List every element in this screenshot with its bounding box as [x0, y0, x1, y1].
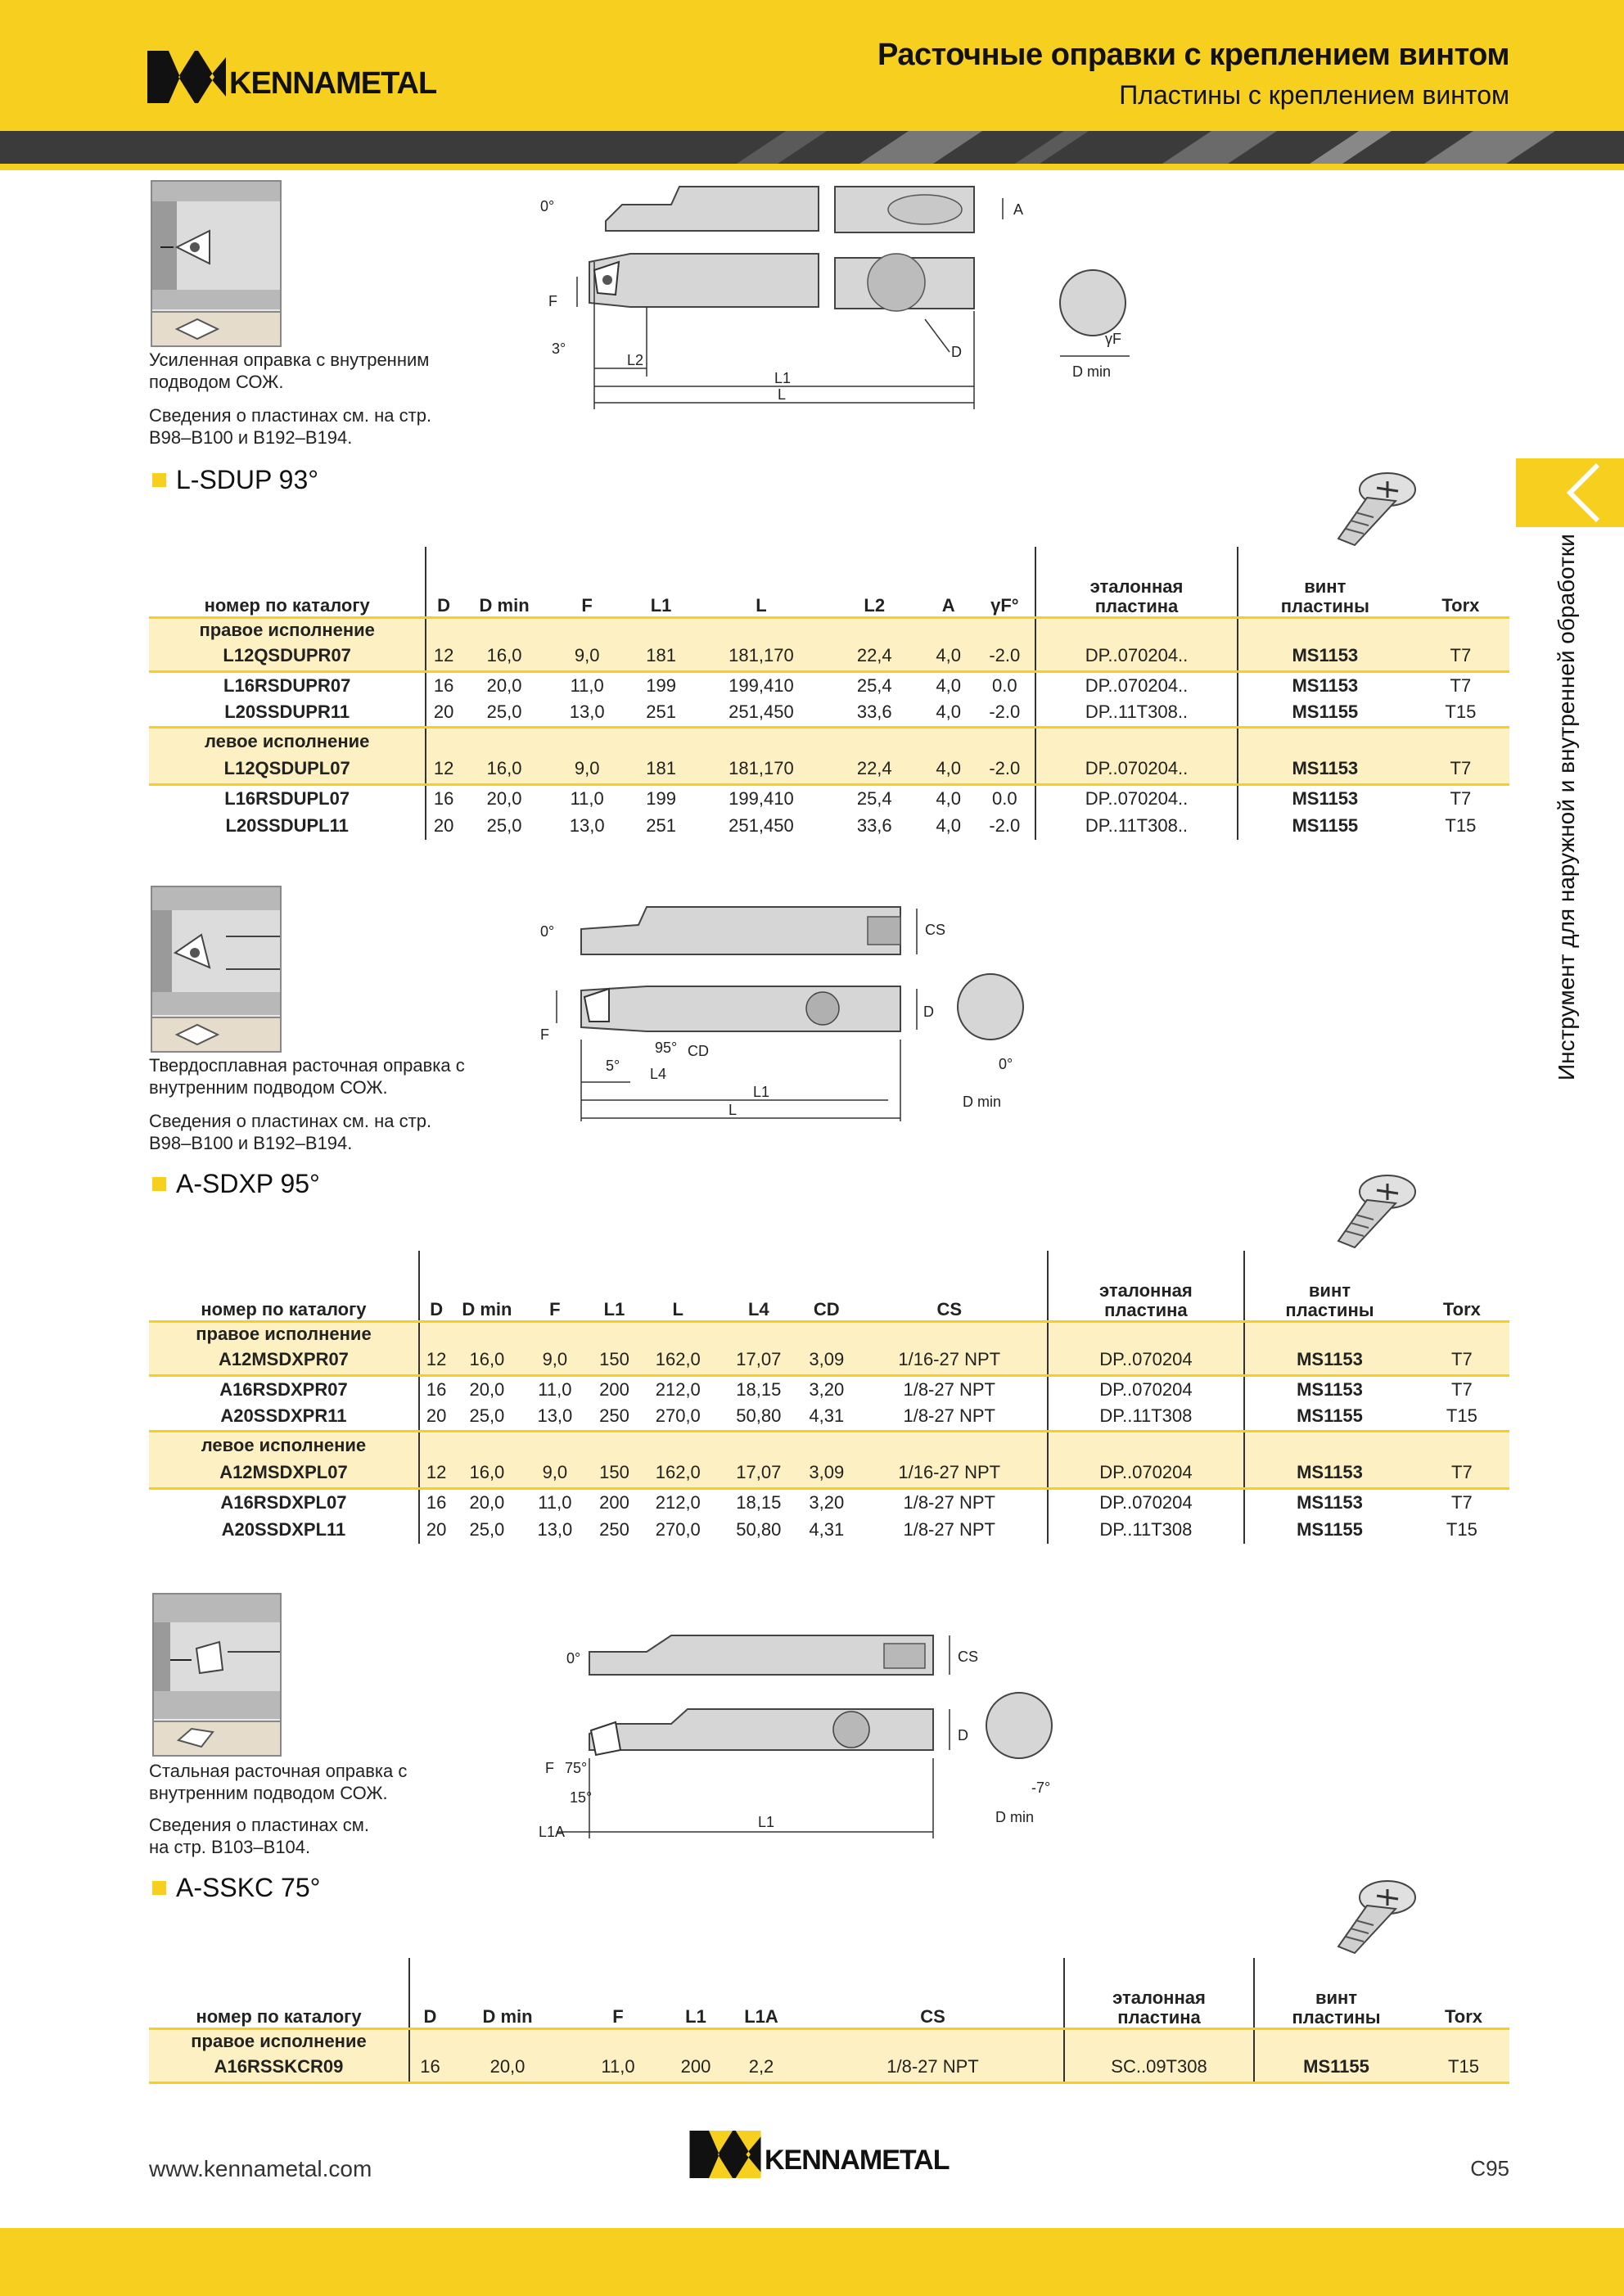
- section-3-description: Стальная расточная оправка с внутренним подводом СОЖ.: [149, 1761, 408, 1803]
- section-1-title: L-SDUP 93°: [152, 465, 318, 495]
- k-mark-icon: [147, 51, 226, 103]
- group-label: правое исполнение: [149, 617, 426, 642]
- col-insert: эталонная пластина: [1064, 1958, 1254, 2028]
- col-catalog: номер по каталогу: [149, 1958, 409, 2028]
- screw-icon: [1318, 463, 1424, 553]
- col-insert: эталонная пластина: [1035, 547, 1238, 617]
- screw-icon: [1318, 1166, 1424, 1256]
- yellow-square-icon: [152, 1881, 166, 1895]
- section-3-title: A-SSKC 75°: [152, 1873, 320, 1903]
- table-row: L16RSDUPL07 16 20,0 11,0 199 199,410 25,4 4,0 0.0 DP..070204.. MS1153 T7: [149, 784, 1509, 812]
- section-1-description: Усиленная оправка с внутренним подводом СОЖ.: [149, 350, 430, 392]
- k-mark-icon: [689, 2131, 761, 2178]
- col-dmin: D min: [450, 1958, 565, 2028]
- table-row: L20SSDUPR11 20 25,0 13,0 251 251,450 33,6 4,0 -2.0 DP..11T308.. MS1155 T15: [149, 699, 1509, 727]
- label-d: D: [923, 1004, 934, 1020]
- label-dmin: D min: [963, 1094, 1002, 1110]
- col-screw: винт пластины: [1254, 1958, 1418, 2028]
- col-insert: эталонная пластина: [1048, 1251, 1245, 1321]
- table-row: A16RSDXPR07 16 20,0 11,0 200 212,0 18,15 3,20 1/8-27 NPT DP..070204 MS1153 T7: [149, 1375, 1509, 1403]
- brand-name: KENNAMETAL: [229, 65, 437, 101]
- col-catalog: номер по каталогу: [149, 547, 426, 617]
- col-d: D: [426, 547, 461, 617]
- section-3-drawing: [524, 1627, 1064, 1848]
- label-f: F: [545, 1760, 554, 1776]
- section-2-title: A-SDXP 95°: [152, 1169, 320, 1199]
- table-row: A20SSDXPR11 20 25,0 13,0 250 270,0 50,80 4,31 1/8-27 NPT DP..11T308 MS1155 T15: [149, 1403, 1509, 1431]
- section-1-drawing: [524, 172, 1162, 417]
- label-l: L: [778, 386, 787, 403]
- label-cs: CS: [958, 1649, 979, 1665]
- group-label: левое исполнение: [149, 727, 426, 755]
- section-2-table: [149, 1251, 1509, 1544]
- col-d: D: [419, 1251, 453, 1321]
- col-cs: CS: [802, 1958, 1064, 2028]
- col-l1: L1: [589, 1251, 639, 1321]
- side-tab[interactable]: [1516, 458, 1624, 527]
- label-l4: L4: [650, 1066, 667, 1082]
- section-3-insert-ref: Сведения о пластинах см. на стр. B103–B104.: [149, 1815, 370, 1857]
- tool-application-image: [151, 886, 282, 1053]
- header-underline: [0, 164, 1624, 170]
- col-l: L: [640, 1251, 716, 1321]
- label-0deg-angle: 0°: [999, 1056, 1013, 1072]
- section-1-table: [149, 547, 1509, 840]
- col-gamma-f: γF°: [975, 547, 1035, 617]
- label-f: F: [548, 293, 557, 309]
- col-l2: L2: [827, 547, 923, 617]
- label-cs: CS: [925, 922, 946, 938]
- side-tab-label: Инструмент для наружной и внутренней обработки: [1554, 534, 1579, 1080]
- col-f: F: [565, 1958, 671, 2028]
- section-3-table: [149, 1958, 1509, 2084]
- label-gamma-f: γF: [1105, 331, 1121, 347]
- col-l1: L1: [671, 1958, 720, 2028]
- col-screw: винт пластины: [1238, 547, 1412, 617]
- yellow-square-icon: [152, 473, 166, 487]
- col-torx: Torx: [1414, 1251, 1509, 1321]
- col-cd: CD: [801, 1251, 852, 1321]
- table-row: A20SSDXPL11 20 25,0 13,0 250 270,0 50,80 4,31 1/8-27 NPT DP..11T308 MS1155 T15: [149, 1516, 1509, 1544]
- label-cd: CD: [688, 1043, 709, 1059]
- website-link[interactable]: www.kennametal.com: [149, 2156, 372, 2181]
- label-0deg: 0°: [566, 1650, 581, 1667]
- tool-application-image: [152, 1593, 282, 1757]
- col-dmin: D min: [461, 547, 548, 617]
- label-l1: L1: [753, 1084, 770, 1100]
- label-95deg: 95°: [655, 1040, 678, 1056]
- page-subtitle: Пластины с креплением винтом: [1119, 80, 1509, 110]
- section-1-insert-ref: Сведения о пластинах см. на стр. B98–B100 и B192–B194.: [149, 405, 432, 448]
- table-row: A16RSDXPL07 16 20,0 11,0 200 212,0 18,15 3,20 1/8-27 NPT DP..070204 MS1153 T7: [149, 1488, 1509, 1516]
- group-label: левое исполнение: [149, 1431, 419, 1459]
- col-dmin: D min: [453, 1251, 521, 1321]
- col-f: F: [521, 1251, 589, 1321]
- col-a: A: [923, 547, 975, 617]
- table-row: A12MSDXPR07 12 16,0 9,0 150 162,0 17,07 3,09 1/16-27 NPT DP..070204 MS1153 T7: [149, 1346, 1509, 1375]
- section-2-drawing: [524, 892, 1048, 1130]
- table-row: L16RSDUPR07 16 20,0 11,0 199 199,410 25,4 4,0 0.0 DP..070204.. MS1153 T7: [149, 671, 1509, 699]
- col-torx: Torx: [1412, 547, 1509, 617]
- label-3deg: 3°: [552, 341, 566, 357]
- page-header: [0, 0, 1624, 131]
- label-l2: L2: [627, 352, 644, 368]
- label-minus-7deg: -7°: [1031, 1780, 1051, 1796]
- tool-application-image: [151, 180, 282, 347]
- table-row: A16RSSKCR09 16 20,0 11,0 200 2,2 1/8-27 NPT SC..09T308 MS1155 T15: [149, 2053, 1509, 2082]
- col-f: F: [548, 547, 626, 617]
- table-row: A12MSDXPL07 12 16,0 9,0 150 162,0 17,07 3,09 1/16-27 NPT DP..070204 MS1153 T7: [149, 1459, 1509, 1488]
- header-stripe: [0, 131, 1624, 164]
- col-d: D: [409, 1958, 450, 2028]
- label-5deg: 5°: [606, 1058, 620, 1074]
- label-l1a: L1A: [539, 1824, 566, 1840]
- col-cs: CS: [852, 1251, 1048, 1321]
- page-number: C95: [1470, 2156, 1509, 2181]
- footer-brand-name: KENNAMETAL: [765, 2144, 950, 2176]
- label-a: A: [1013, 201, 1024, 218]
- label-15deg: 15°: [570, 1789, 593, 1806]
- col-l1: L1: [626, 547, 696, 617]
- label-l1: L1: [758, 1814, 775, 1830]
- col-torx: Torx: [1418, 1958, 1509, 2028]
- section-2-insert-ref: Сведения о пластинах см. на стр. B98–B100 и B192–B194.: [149, 1111, 432, 1153]
- screw-icon: [1318, 1871, 1424, 1961]
- label-d: D: [951, 344, 962, 360]
- label-f: F: [540, 1026, 549, 1043]
- col-l: L: [696, 547, 827, 617]
- label-0deg: 0°: [540, 198, 555, 214]
- label-d: D: [958, 1727, 968, 1743]
- group-label: правое исполнение: [149, 2028, 409, 2053]
- group-label: правое исполнение: [149, 1321, 419, 1346]
- col-catalog: номер по каталогу: [149, 1251, 419, 1321]
- label-0deg: 0°: [540, 923, 555, 940]
- table-row: L12QSDUPR07 12 16,0 9,0 181 181,170 22,4 4,0 -2.0 DP..070204.. MS1153 T7: [149, 642, 1509, 671]
- label-l1: L1: [774, 370, 792, 386]
- footer-logo: [689, 2131, 949, 2178]
- col-screw: винт пластины: [1244, 1251, 1414, 1321]
- col-l4: L4: [716, 1251, 801, 1321]
- table-row: L20SSDUPL11 20 25,0 13,0 251 251,450 33,6 4,0 -2.0 DP..11T308.. MS1155 T15: [149, 812, 1509, 840]
- label-dmin: D min: [995, 1809, 1035, 1825]
- page-title: Расточные оправки с креплением винтом: [877, 38, 1509, 72]
- kennametal-logo: [147, 51, 436, 103]
- table-row: L12QSDUPL07 12 16,0 9,0 181 181,170 22,4 4,0 -2.0 DP..070204.. MS1153 T7: [149, 755, 1509, 784]
- label-l: L: [729, 1102, 738, 1118]
- section-2-description: Твердосплавная расточная оправка с внутренним подводом СОЖ.: [149, 1055, 465, 1098]
- label-dmin: D min: [1072, 363, 1112, 380]
- yellow-square-icon: [152, 1177, 166, 1191]
- label-75deg: 75°: [565, 1760, 588, 1776]
- footer-bar: [0, 2228, 1624, 2296]
- chevron-left-icon: [1516, 458, 1624, 527]
- col-l1a: L1A: [720, 1958, 802, 2028]
